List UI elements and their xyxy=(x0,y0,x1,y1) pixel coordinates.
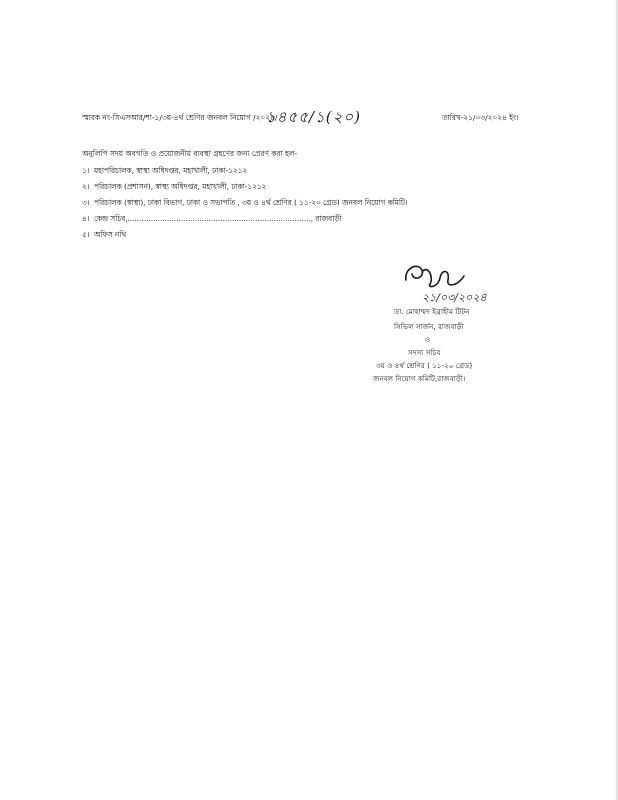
signatory-conjunction: ও xyxy=(425,335,431,344)
signatory-role: সদস্য সচিব xyxy=(408,348,441,357)
list-text: মহাপরিচালক, স্বাস্থ্য অধিদপ্তর, মহাখালী, ঢাকা-১২১২ xyxy=(94,166,248,175)
list-item xyxy=(82,214,342,223)
list-number: ১। xyxy=(82,166,90,175)
list-number: ২। xyxy=(82,182,90,191)
list-item xyxy=(82,166,247,175)
signatory-title: সিভিল সার্জন, রাজবাড়ী xyxy=(394,322,464,331)
committee-line-2: জনবল নিয়োগ কমিটি,রাজবাড়ী। xyxy=(373,374,466,383)
list-number: ৩। xyxy=(82,198,90,207)
memo-reference: স্মারক নং-সিএসআর/শা-১/৩য়-৪র্থ শ্রেণির জনবল নিয়োগ /২০২৪/ xyxy=(82,113,278,122)
list-number: ৪। xyxy=(82,214,90,223)
intro-text: অনুলিপি সদয় অবগতি ও প্রয়োজনীয় ব্যবস্থা গ্রহণের জন্য প্রেরণ করা হল- xyxy=(82,149,298,158)
list-number: ৫। xyxy=(82,230,90,239)
list-item xyxy=(82,182,266,191)
list-text: পরিচালক (প্রশাসন), স্বাস্থ্য অধিদপ্তর, মহাখালী, ঢাকা-১২১২ xyxy=(94,182,267,191)
committee-line-1: ৩য় ও ৪র্থ শ্রেণির ( ১১-২০ গ্রেড) xyxy=(376,361,473,370)
list-text: অফিস নথি xyxy=(94,230,127,239)
memo-date: তারিখ-২১/০৩/২০২৪ ইং। xyxy=(442,113,519,122)
list-item xyxy=(82,198,408,207)
signature-initials xyxy=(404,262,406,263)
list-text: কেন্দ্র সচিব,..............................................................................., রাজবাড়ী xyxy=(94,214,342,223)
handwritten-memo-number: ১৪৫৫/১(২০) xyxy=(266,108,361,126)
signatory-name: ডা. মোহাম্মদ ইব্রাহীম টিটন xyxy=(394,307,470,316)
list-text: পরিচালক (স্বাস্থ্য), ঢাকা বিভাগ, ঢাকা ও সভাপতি , ৩য় ও ৪র্থ শ্রেণির ( ১১-২০ গ্রেড) জনবল নিয়োগ কমিটি। xyxy=(94,198,408,207)
list-item xyxy=(82,230,126,239)
signature-date: ২১/০৩/২০২৪ xyxy=(422,291,487,304)
